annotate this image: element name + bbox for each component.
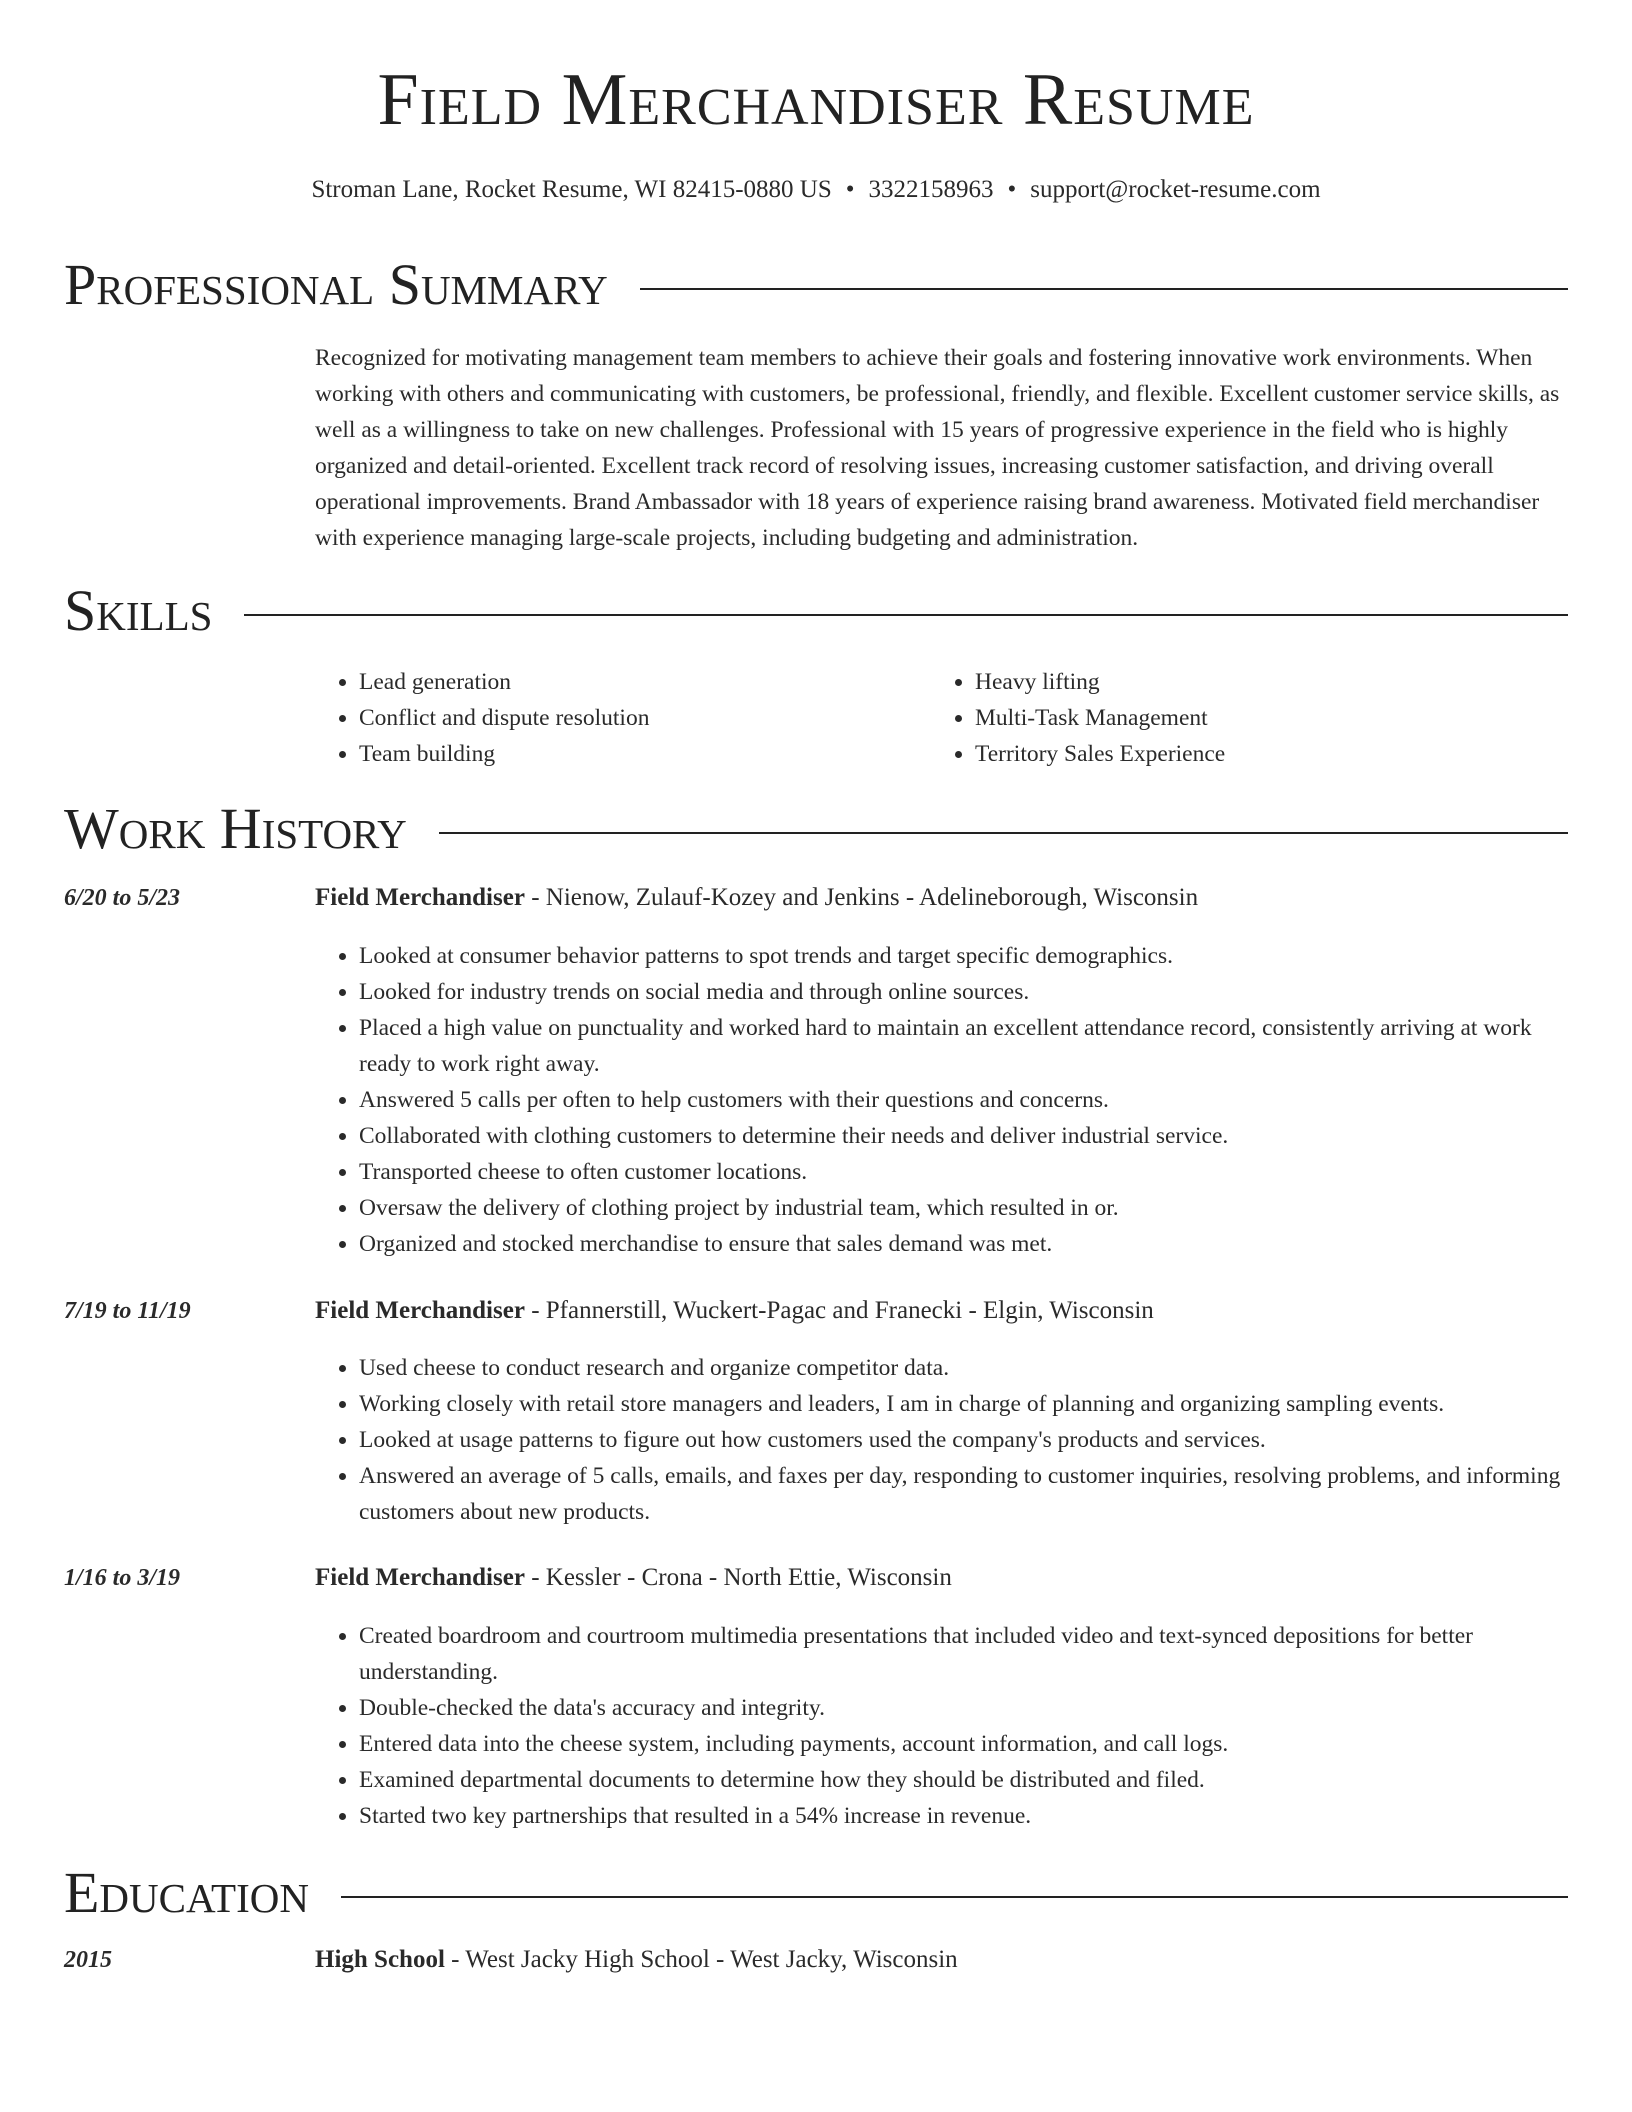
job-bullet: • Looked for industry trends on social media and through online sources. xyxy=(359,974,1568,1010)
job-bullet: • Answered 5 calls per often to help customers with their questions and concerns. xyxy=(359,1082,1568,1118)
skill-item: • Team building xyxy=(359,736,649,772)
education-year: 2015 xyxy=(64,1947,112,1973)
job-bullet: • Created boardroom and courtroom multimedia presentations that included video and text-synced depositions for better understanding. xyxy=(359,1618,1568,1690)
job-dates: 1/16 to 3/19 xyxy=(64,1565,181,1591)
section-divider xyxy=(439,832,1568,834)
job-title: Field Merchandiser xyxy=(315,1564,525,1591)
skill-item: • Lead generation xyxy=(359,664,649,700)
summary-section-header xyxy=(64,252,1568,317)
skill-item: • Heavy lifting xyxy=(975,664,1225,700)
section-divider xyxy=(341,1896,1568,1898)
job-bullets xyxy=(315,1618,1568,1834)
job-details: - Nienow, Zulauf-Kozey and Jenkins - Adelineborough, Wisconsin xyxy=(524,884,1199,911)
skill-item: • Territory Sales Experience xyxy=(975,736,1225,772)
skill-item: • Conflict and dispute resolution xyxy=(359,700,649,736)
summary-text: Recognized for motivating management team members to achieve their goals and fostering innovative work environments. When working with others and communicating with customers, be professional, friendly, and flexible. Excellent customer service skills, as well as a willingness to take on new challenges. Professional with 15 years of progressive experience in the field who is highly organized and detail-oriented. Excellent track record of resolving issues, increasing customer satisfaction, and driving overall operational improvements. Brand Ambassador with 18 years of experience raising brand awareness. Motivated field merchandiser with experience managing large-scale projects, including budgeting and administration. xyxy=(315,345,1560,551)
job-bullet: • Oversaw the delivery of clothing project by industrial team, which resulted in or. xyxy=(359,1190,1568,1226)
skills-heading: Skills xyxy=(64,578,213,643)
job-bullet: • Transported cheese to often customer locations. xyxy=(359,1154,1568,1190)
job-bullet: • Working closely with retail store managers and leaders, I am in charge of planning and organizing sampling events. xyxy=(359,1386,1568,1422)
job-bullet: • Used cheese to conduct research and organize competitor data. xyxy=(359,1350,1568,1386)
skills-section-header xyxy=(64,578,1568,643)
section-divider xyxy=(640,288,1568,290)
education-degree: High School xyxy=(315,1946,445,1973)
section-divider xyxy=(244,614,1568,616)
job-heading xyxy=(315,1297,1154,1325)
job-dates: 7/19 to 11/19 xyxy=(64,1298,191,1324)
job-bullet: • Collaborated with clothing customers to determine their needs and deliver industrial service. xyxy=(359,1118,1568,1154)
contact-separator: • xyxy=(1007,176,1017,203)
job-bullets xyxy=(315,1350,1568,1530)
job-bullet: • Examined departmental documents to determine how they should be distributed and filed. xyxy=(359,1762,1568,1798)
contact-line xyxy=(0,176,1632,204)
skills-left-column xyxy=(315,664,649,772)
work-heading: Work History xyxy=(64,796,407,861)
education-heading: Education xyxy=(64,1860,309,1925)
resume-title: Field Merchandiser Resume xyxy=(377,59,1255,141)
skills-list-right xyxy=(931,664,1225,772)
contact-email[interactable]: support@rocket-resume.com xyxy=(1030,176,1321,203)
job-bullets xyxy=(315,938,1568,1262)
skills-list-left xyxy=(315,664,649,772)
job-bullet: • Double-checked the data's accuracy and integrity. xyxy=(359,1690,1568,1726)
job-heading xyxy=(315,884,1198,912)
education-details: - West Jacky High School - West Jacky, Wisconsin xyxy=(444,1946,958,1973)
job-heading xyxy=(315,1564,952,1592)
contact-phone: 3322158963 xyxy=(868,176,994,203)
job-bullet: • Looked at usage patterns to figure out how customers used the company's products and services. xyxy=(359,1422,1568,1458)
job-bullet: • Organized and stocked merchandise to ensure that sales demand was met. xyxy=(359,1226,1568,1262)
skills-right-column xyxy=(931,664,1225,772)
job-bullet: • Placed a high value on punctuality and worked hard to maintain an excellent attendance record, consistently arriving at work ready to work right away. xyxy=(359,1010,1568,1082)
job-details: - Pfannerstill, Wuckert-Pagac and Franecki - Elgin, Wisconsin xyxy=(524,1297,1154,1324)
job-details: - Kessler - Crona - North Ettie, Wisconsin xyxy=(524,1564,952,1591)
job-bullet: • Entered data into the cheese system, including payments, account information, and call logs. xyxy=(359,1726,1568,1762)
job-bullet: • Looked at consumer behavior patterns to spot trends and target specific demographics. xyxy=(359,938,1568,974)
education-section-header xyxy=(64,1860,1568,1925)
summary-heading: Professional Summary xyxy=(64,252,608,317)
education-entry xyxy=(315,1946,958,1974)
job-bullet: • Started two key partnerships that resulted in a 54% increase in revenue. xyxy=(359,1798,1568,1834)
job-dates: 6/20 to 5/23 xyxy=(64,885,181,911)
job-bullet: • Answered an average of 5 calls, emails, and faxes per day, responding to customer inquiries, resolving problems, and informing customers about new products. xyxy=(359,1458,1568,1530)
job-title: Field Merchandiser xyxy=(315,1297,525,1324)
contact-separator: • xyxy=(845,176,855,203)
job-title: Field Merchandiser xyxy=(315,884,525,911)
contact-address: Stroman Lane, Rocket Resume, WI 82415-0880 US xyxy=(311,176,832,203)
skill-item: • Multi-Task Management xyxy=(975,700,1225,736)
work-section-header xyxy=(64,796,1568,861)
